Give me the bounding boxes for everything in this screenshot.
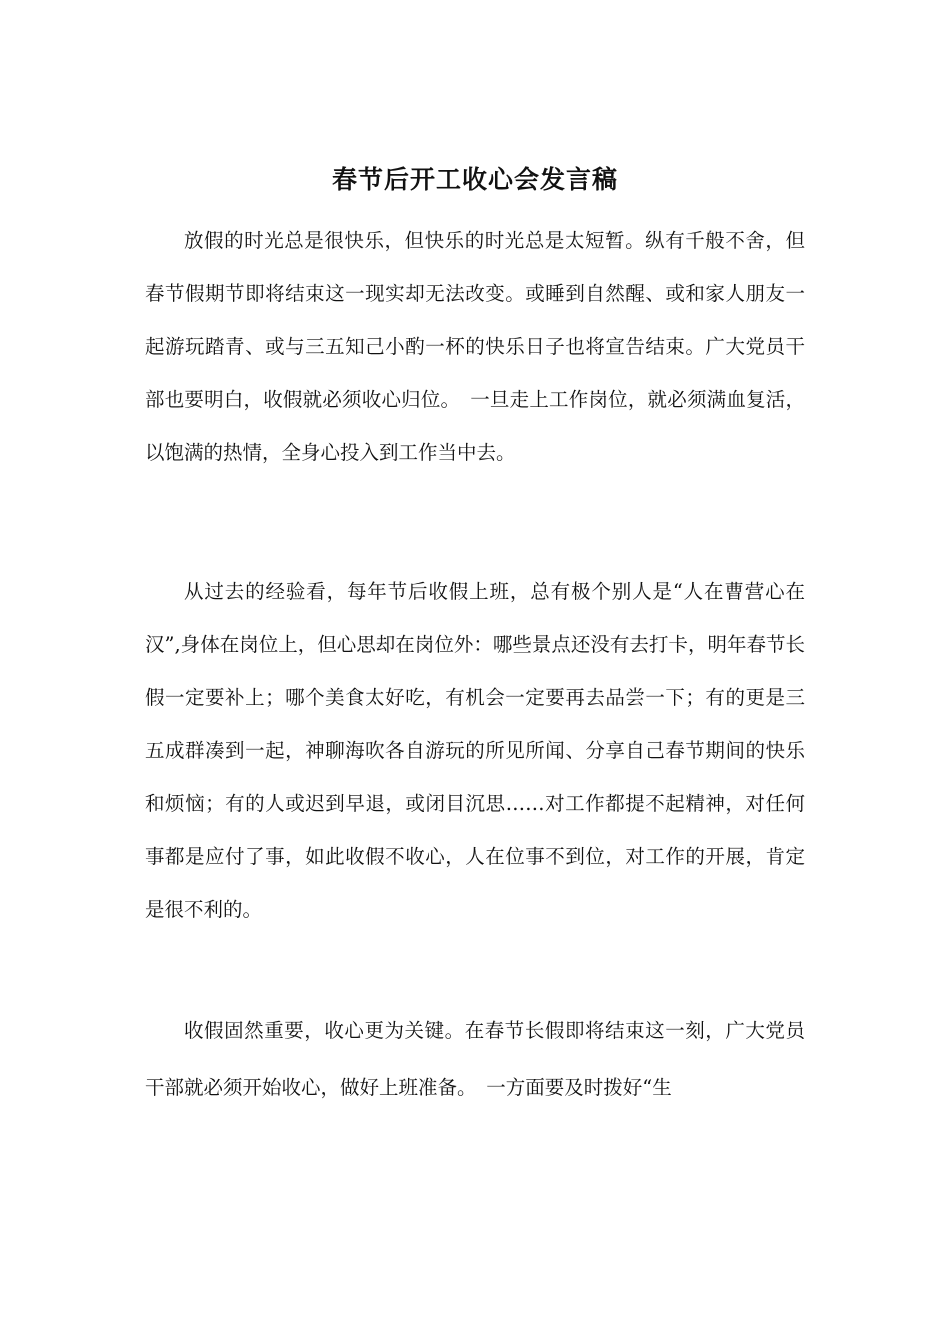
paragraph: 放假的时光总是很快乐，但快乐的时光总是太短暂。纵有千般不舍，但春节假期节即将结束这一现实却无法改变。或睡到自然醒、或和家人朋友一起游玩踏青、或与三五知己小酌一杯的快乐日子也将宣告结束。广大党员干部也要明白，收假就必须收心归位。 一旦走上工作岗位，就必须满血复活，以饱满的热情，全身心投入到工作当中去。	[145, 229, 805, 464]
paragraph: 从过去的经验看，每年节后收假上班，总有极个别人是“人在曹营心在汉”,身体在岗位上，但心思却在岗位外：哪些景点还没有去打卡，明年春节长假一定要补上；哪个美食太好吃，有机会一定要再去品尝一下；有的更是三五成群凑到一起，神聊海吹各自游玩的所见所闻、分享自己春节期间的快乐和烦恼；有的人或迟到早退，或闭目沉思……对工作都提不起精神，对任何事都是应付了事，如此收假不收心，人在位事不到位，对工作的开展，肯定是很不利的。	[145, 580, 805, 921]
document-title: 春节后开工收心会发言稿	[331, 165, 618, 194]
paragraph: 收假固然重要，收心更为关键。在春节长假即将结束这一刻，广大党员干部就必须开始收心，做好上班准备。 一方面要及时拨好“生	[145, 1019, 805, 1099]
